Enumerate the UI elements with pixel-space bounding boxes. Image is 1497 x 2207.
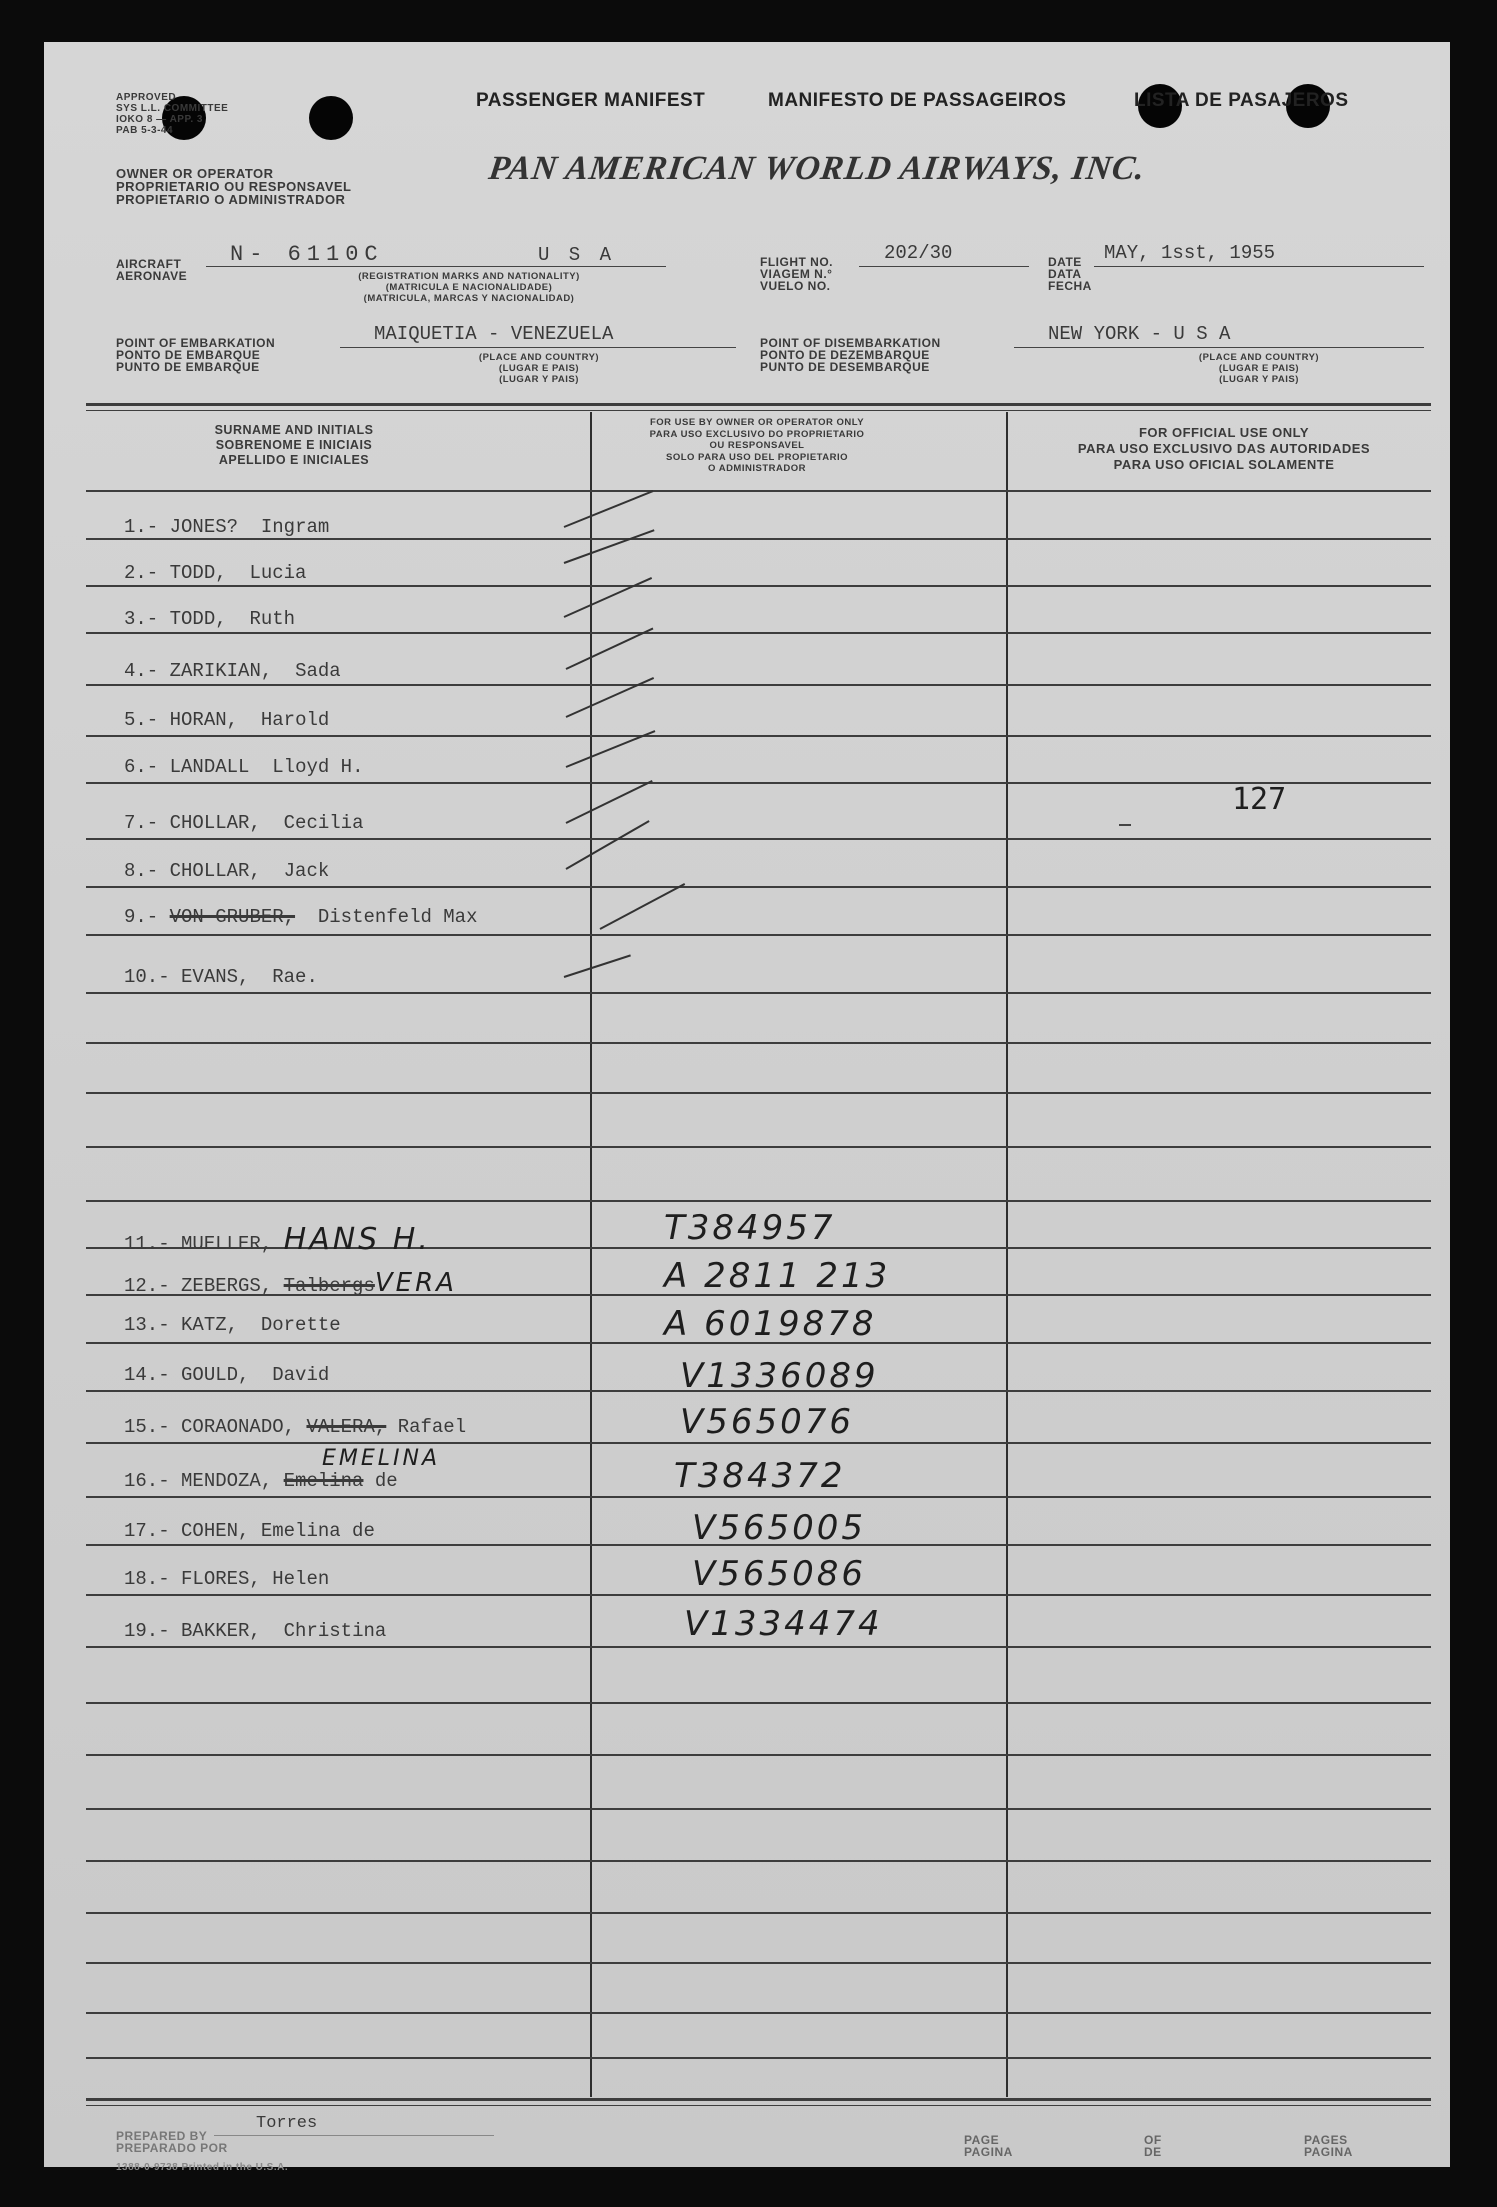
ruled-line — [86, 1962, 1431, 1964]
ruled-line — [86, 684, 1431, 686]
passenger-row: 1.- JONES? Ingram — [124, 516, 330, 538]
disembark-place-note: (PLACE AND COUNTRY) (LUGAR E PAIS) (LUGAR Y PAIS) — [1198, 352, 1320, 385]
check-mark — [564, 490, 654, 528]
ruled-line — [86, 1702, 1431, 1704]
ruled-line — [86, 992, 1431, 994]
ruled-line — [86, 585, 1431, 587]
ruled-line — [86, 886, 1431, 888]
flight-number: 202/30 — [884, 242, 953, 264]
of-label: OF DE — [1144, 2133, 1162, 2159]
ruled-line — [86, 1496, 1431, 1498]
ruled-line — [86, 1092, 1431, 1094]
flight-label: FLIGHT NO. VIAGEM N.° VUELO NO. — [760, 255, 833, 293]
ruled-line — [86, 838, 1431, 840]
ruled-line — [86, 490, 1431, 492]
passenger-row: 16.- MENDOZA, Emelina de — [124, 1470, 398, 1492]
official-dash-mark — [1119, 824, 1131, 826]
embark-place-note: (PLACE AND COUNTRY) (LUGAR E PAIS) (LUGAR Y PAIS) — [478, 352, 600, 385]
embark-label: POINT OF EMBARKATION PONTO DE EMBARQUE PUNTO DE EMBARQUE — [116, 336, 276, 374]
passenger-row: 15.- CORAONADO, VALERA, Rafael — [124, 1416, 467, 1438]
check-mark — [600, 883, 686, 930]
official-number-note: 127 — [1232, 782, 1287, 817]
passport-number: V565005 — [692, 1508, 867, 1548]
flight-field-line — [859, 266, 1029, 267]
passenger-row: 4.- ZARIKIAN, Sada — [124, 660, 341, 682]
ruled-line — [86, 1860, 1431, 1862]
title-spanish: LISTA DE PASAJEROS — [1134, 90, 1349, 111]
embark-place: MAIQUETIA - VENEZUELA — [374, 323, 614, 345]
passenger-row: 7.- CHOLLAR, Cecilia — [124, 812, 364, 834]
ruled-line — [86, 1442, 1431, 1444]
passenger-row: 6.- LANDALL Lloyd H. — [124, 756, 364, 778]
passenger-row: 13.- KATZ, Dorette — [124, 1314, 341, 1336]
column-header-official: FOR OFFICIAL USE ONLY PARA USO EXCLUSIVO DAS AUTORIDADES PARA USO OFICIAL SOLAMENTE — [1077, 425, 1371, 472]
passport-number: V1336089 — [680, 1356, 879, 1396]
passenger-row: 19.- BAKKER, Christina — [124, 1620, 387, 1642]
passenger-row: 5.- HORAN, Harold — [124, 709, 330, 731]
ruled-line — [86, 1754, 1431, 1756]
ruled-line — [86, 1808, 1431, 1810]
disembark-place: NEW YORK - U S A — [1048, 323, 1231, 345]
passenger-row: 8.- CHOLLAR, Jack — [124, 860, 330, 882]
ruled-line — [86, 934, 1431, 936]
passport-number: V1334474 — [684, 1604, 883, 1644]
approval-block: APPROVED SYS L.L. COMMITTEE IOKO 8 — APP. 3 PAB 5-3-44 — [116, 92, 229, 136]
passport-number: A 6019878 — [664, 1304, 877, 1344]
embark-field-line — [340, 347, 736, 348]
passenger-row: 18.- FLORES, Helen — [124, 1568, 330, 1590]
disembark-field-line — [1014, 347, 1424, 348]
check-mark — [564, 529, 655, 564]
passenger-row: 9.- VON GRUBER, Distenfeld Max — [124, 906, 478, 928]
column-divider — [590, 412, 592, 2097]
punch-hole — [309, 96, 353, 140]
passport-number: T384957 — [664, 1208, 836, 1248]
title-portuguese: MANIFESTO DE PASSAGEIROS — [768, 90, 1067, 111]
column-divider — [1006, 412, 1008, 2097]
ruled-line — [86, 2057, 1431, 2059]
disembark-label: POINT OF DISEMBARKATION PONTO DE DEZEMBARQUE PUNTO DE DESEMBARQUE — [760, 336, 941, 374]
footer-rule — [86, 2098, 1431, 2101]
passenger-row: 17.- COHEN, Emelina de — [124, 1520, 375, 1542]
check-mark — [564, 577, 653, 618]
passenger-row: 2.- TODD, Lucia — [124, 562, 307, 584]
aircraft-country: U S A — [538, 244, 616, 266]
aircraft-label: AIRCRAFT AERONAVE — [116, 257, 188, 283]
passenger-row: 12.- ZEBERGS, TalbergsVERA — [124, 1268, 457, 1298]
title-english: PASSENGER MANIFEST — [476, 90, 706, 111]
passport-number: T384372 — [674, 1456, 846, 1496]
ruled-line — [86, 1646, 1431, 1648]
passenger-row: 10.- EVANS, Rae. — [124, 966, 318, 988]
check-mark — [564, 954, 631, 978]
ruled-line — [86, 1594, 1431, 1596]
header-rule — [86, 403, 1431, 406]
column-header-operator: FOR USE BY OWNER OR OPERATOR ONLY PARA USO EXCLUSIVO DO PROPRIETARIO OU RESPONSAVEL SOLO PARA USO DEL PROPIETARIO O ADMINISTRADOR — [649, 417, 865, 474]
manifest-sheet — [44, 42, 1450, 2173]
airline-name: PAN AMERICAN WORLD AIRWAYS, INC. — [486, 150, 1148, 187]
handwritten-correction: EMELINA — [322, 1446, 441, 1471]
prepared-by-value: Torres — [256, 2114, 318, 2133]
form-code: 1388-0-9738 Printed in the U.S.A. — [116, 2162, 289, 2173]
passenger-row: 14.- GOULD, David — [124, 1364, 330, 1386]
ruled-line — [86, 1146, 1431, 1148]
ruled-line — [86, 1912, 1431, 1914]
ruled-line — [86, 538, 1431, 540]
page-label: PAGE PAGINA — [964, 2133, 1013, 2159]
ruled-line — [86, 1042, 1431, 1044]
pages-label: PAGES PAGINA — [1304, 2133, 1353, 2159]
passport-number: V565086 — [692, 1554, 867, 1594]
check-mark — [566, 820, 650, 870]
aircraft-registration: N- 6110C — [230, 242, 384, 267]
prepared-by-label: PREPARED BY PREPARADO POR — [116, 2129, 228, 2155]
column-header-names: SURNAME AND INITIALS SOBRENOME E INICIAIS APELLIDO E INICIALES — [214, 423, 374, 467]
prepared-field-line — [214, 2135, 494, 2136]
check-mark — [566, 780, 653, 824]
owner-label: OWNER OR OPERATOR PROPRIETARIO OU RESPONSAVEL PROPIETARIO O ADMINISTRADOR — [116, 166, 352, 207]
ruled-line — [86, 782, 1431, 784]
passport-number: V565076 — [680, 1402, 855, 1442]
header-rule — [86, 410, 1431, 411]
ruled-line — [86, 735, 1431, 737]
passenger-row: 11.- MUELLER, HANS H. — [124, 1222, 431, 1257]
ruled-line — [86, 2012, 1431, 2014]
footer-rule — [86, 2105, 1431, 2106]
ruled-line — [86, 632, 1431, 634]
registration-note: (REGISTRATION MARKS AND NATIONALITY) (MATRICULA E NACIONALIDADE) (MATRICULA, MARCAS Y NACIONALIDAD) — [358, 271, 580, 304]
date-label: DATE DATA FECHA — [1048, 255, 1092, 293]
passenger-row: 3.- TODD, Ruth — [124, 608, 296, 630]
passport-number: A 2811 213 — [664, 1256, 891, 1296]
date-field-line — [1094, 266, 1424, 267]
ruled-line — [86, 1200, 1431, 1202]
flight-date: MAY, 1sst, 1955 — [1104, 242, 1276, 264]
